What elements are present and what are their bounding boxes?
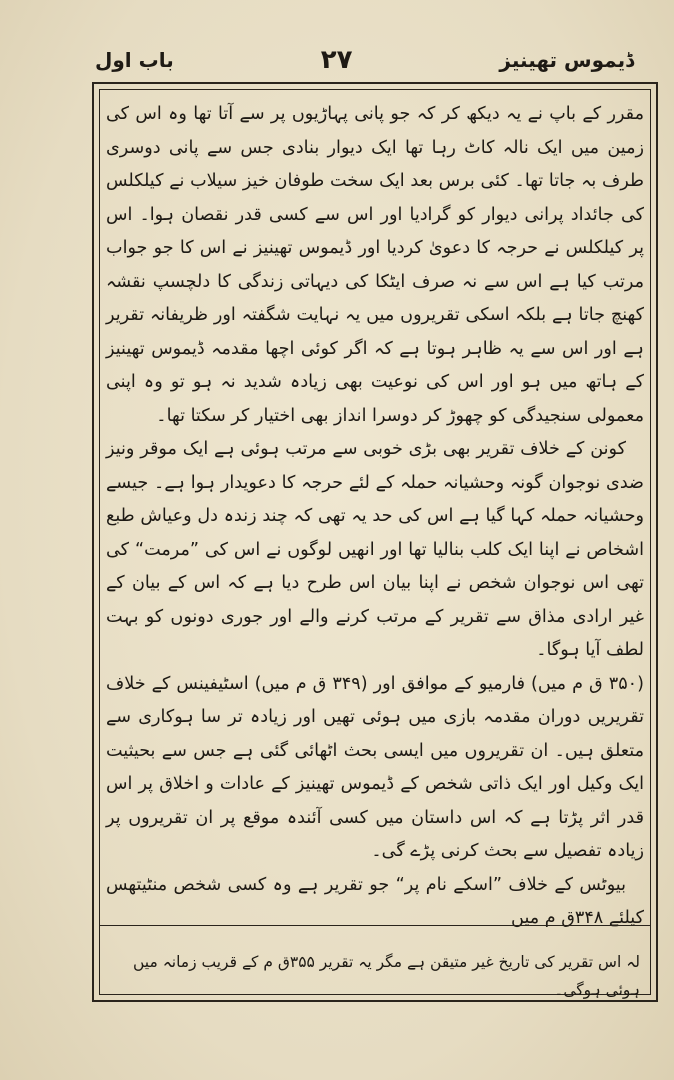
book-title: ڈیموس تھینیز: [499, 48, 634, 72]
footnote-divider: [100, 925, 650, 926]
paragraph-3: (۳۵۰ ق م میں) فارمیو کے موافق اور (۳۴۹ ق م میں) اسٹیفینس کے خلاف تقریریں دوران مقدمہ بازی میں ہوئی تھیں اور زیادہ تر سا ہوکاری سے متعلق ہیں۔ ان تقریروں میں ایسی بحث اٹھائی گئی ہے جس سے بحیثیت ایک وکیل اور ایک ذاتی شخص کے ڈیموس تھینیز کے عادات و اخلاق پر اس قدر اثر پڑتا ہے کہ اس داستان میں کسی آئندہ موقع پر ان تقریروں پر زیادہ تفصیل سے بحث کرنی پڑے گی۔: [106, 673, 644, 861]
paragraph-2: کونن کے خلاف تقریر بھی بڑی خوبی سے مرتب ہوئی ہے ایک موقر ونیز ضدی نوجوان گونہ وحشیانہ حملہ کے لئے حرجہ کا دعویدار ہوا ہے۔ جیسے وحشیانہ حملہ کہا گیا ہے اس کی حد یہ تھی کہ چند زندہ دل وعیاش طبع اشخاص نے اپنا ایک کلب بنالیا تھا اور انھیں لوگوں نے اس کی ”مرمت“ کی تھی اس نوجوان شخص نے اپنا بیان اس طرح دیا ہے کہ اس کے بیان کے غیر ارادی مذاق سے تقریر کے مرتب کرنے والے اور جوری دونوں کو بہت لطف آیا ہوگا۔: [106, 439, 644, 660]
page-number: ۲۷: [320, 45, 353, 75]
chapter-title: باب اول: [95, 48, 174, 72]
paragraph-4: بیوٹس کے خلاف ”اسکے نام پر“ جو تقریر ہے وہ کسی شخص منٹیتھس کیلئے ۳۴۸ق م میں: [106, 874, 644, 928]
body-text: [106, 98, 644, 928]
footnote: لہ اس تقریر کی تاریخ غیر متیقن ہے مگر یہ تقریر ۳۵۵ق م کے قریب زمانہ میں ہوئی ہوگی۔: [132, 953, 640, 999]
paragraph-1: مقرر کے باپ نے یہ دیکھ کر کہ جو پانی پہاڑیوں پر سے آتا تھا وہ اس کی زمین میں ایک نالہ کاٹ رہا تھا ایک دیوار بنادی جس سے پانی دوسری طرف بہ جاتا تھا۔ کئی برس بعد ایک سخت طوفان خیز سیلاب نے کیلکلس کی جائداد پرانی دیوار کو گرادیا اور اس سے کسی قدر نقصان ہوا۔ اس پر کیلکلس نے حرجہ کا دعویٰ کردیا اور ڈیموس تھینیز نے اس کا جو جواب مرتب کیا ہے اس سے نہ صرف ایٹکا کی دیہاتی زندگی کا دلچسپ نقشہ کھنچ جاتا ہے بلکہ اسکی تقریروں میں یہ نہایت شگفتہ اور ظریفانہ تقریر ہے اور اس سے یہ ظاہر ہوتا ہے کہ اگر کوئی اچھا مقدمہ ڈیموس تھینیز کے ہاتھ میں ہو اور اس کی نوعیت بھی زیادہ شدید نہ ہو تو وہ اپنی معمولی سنجیدگی کو چھوڑ کر دوسرا انداز بھی اختیار کر سکتا تھا۔: [106, 104, 644, 426]
running-header: [95, 40, 634, 80]
